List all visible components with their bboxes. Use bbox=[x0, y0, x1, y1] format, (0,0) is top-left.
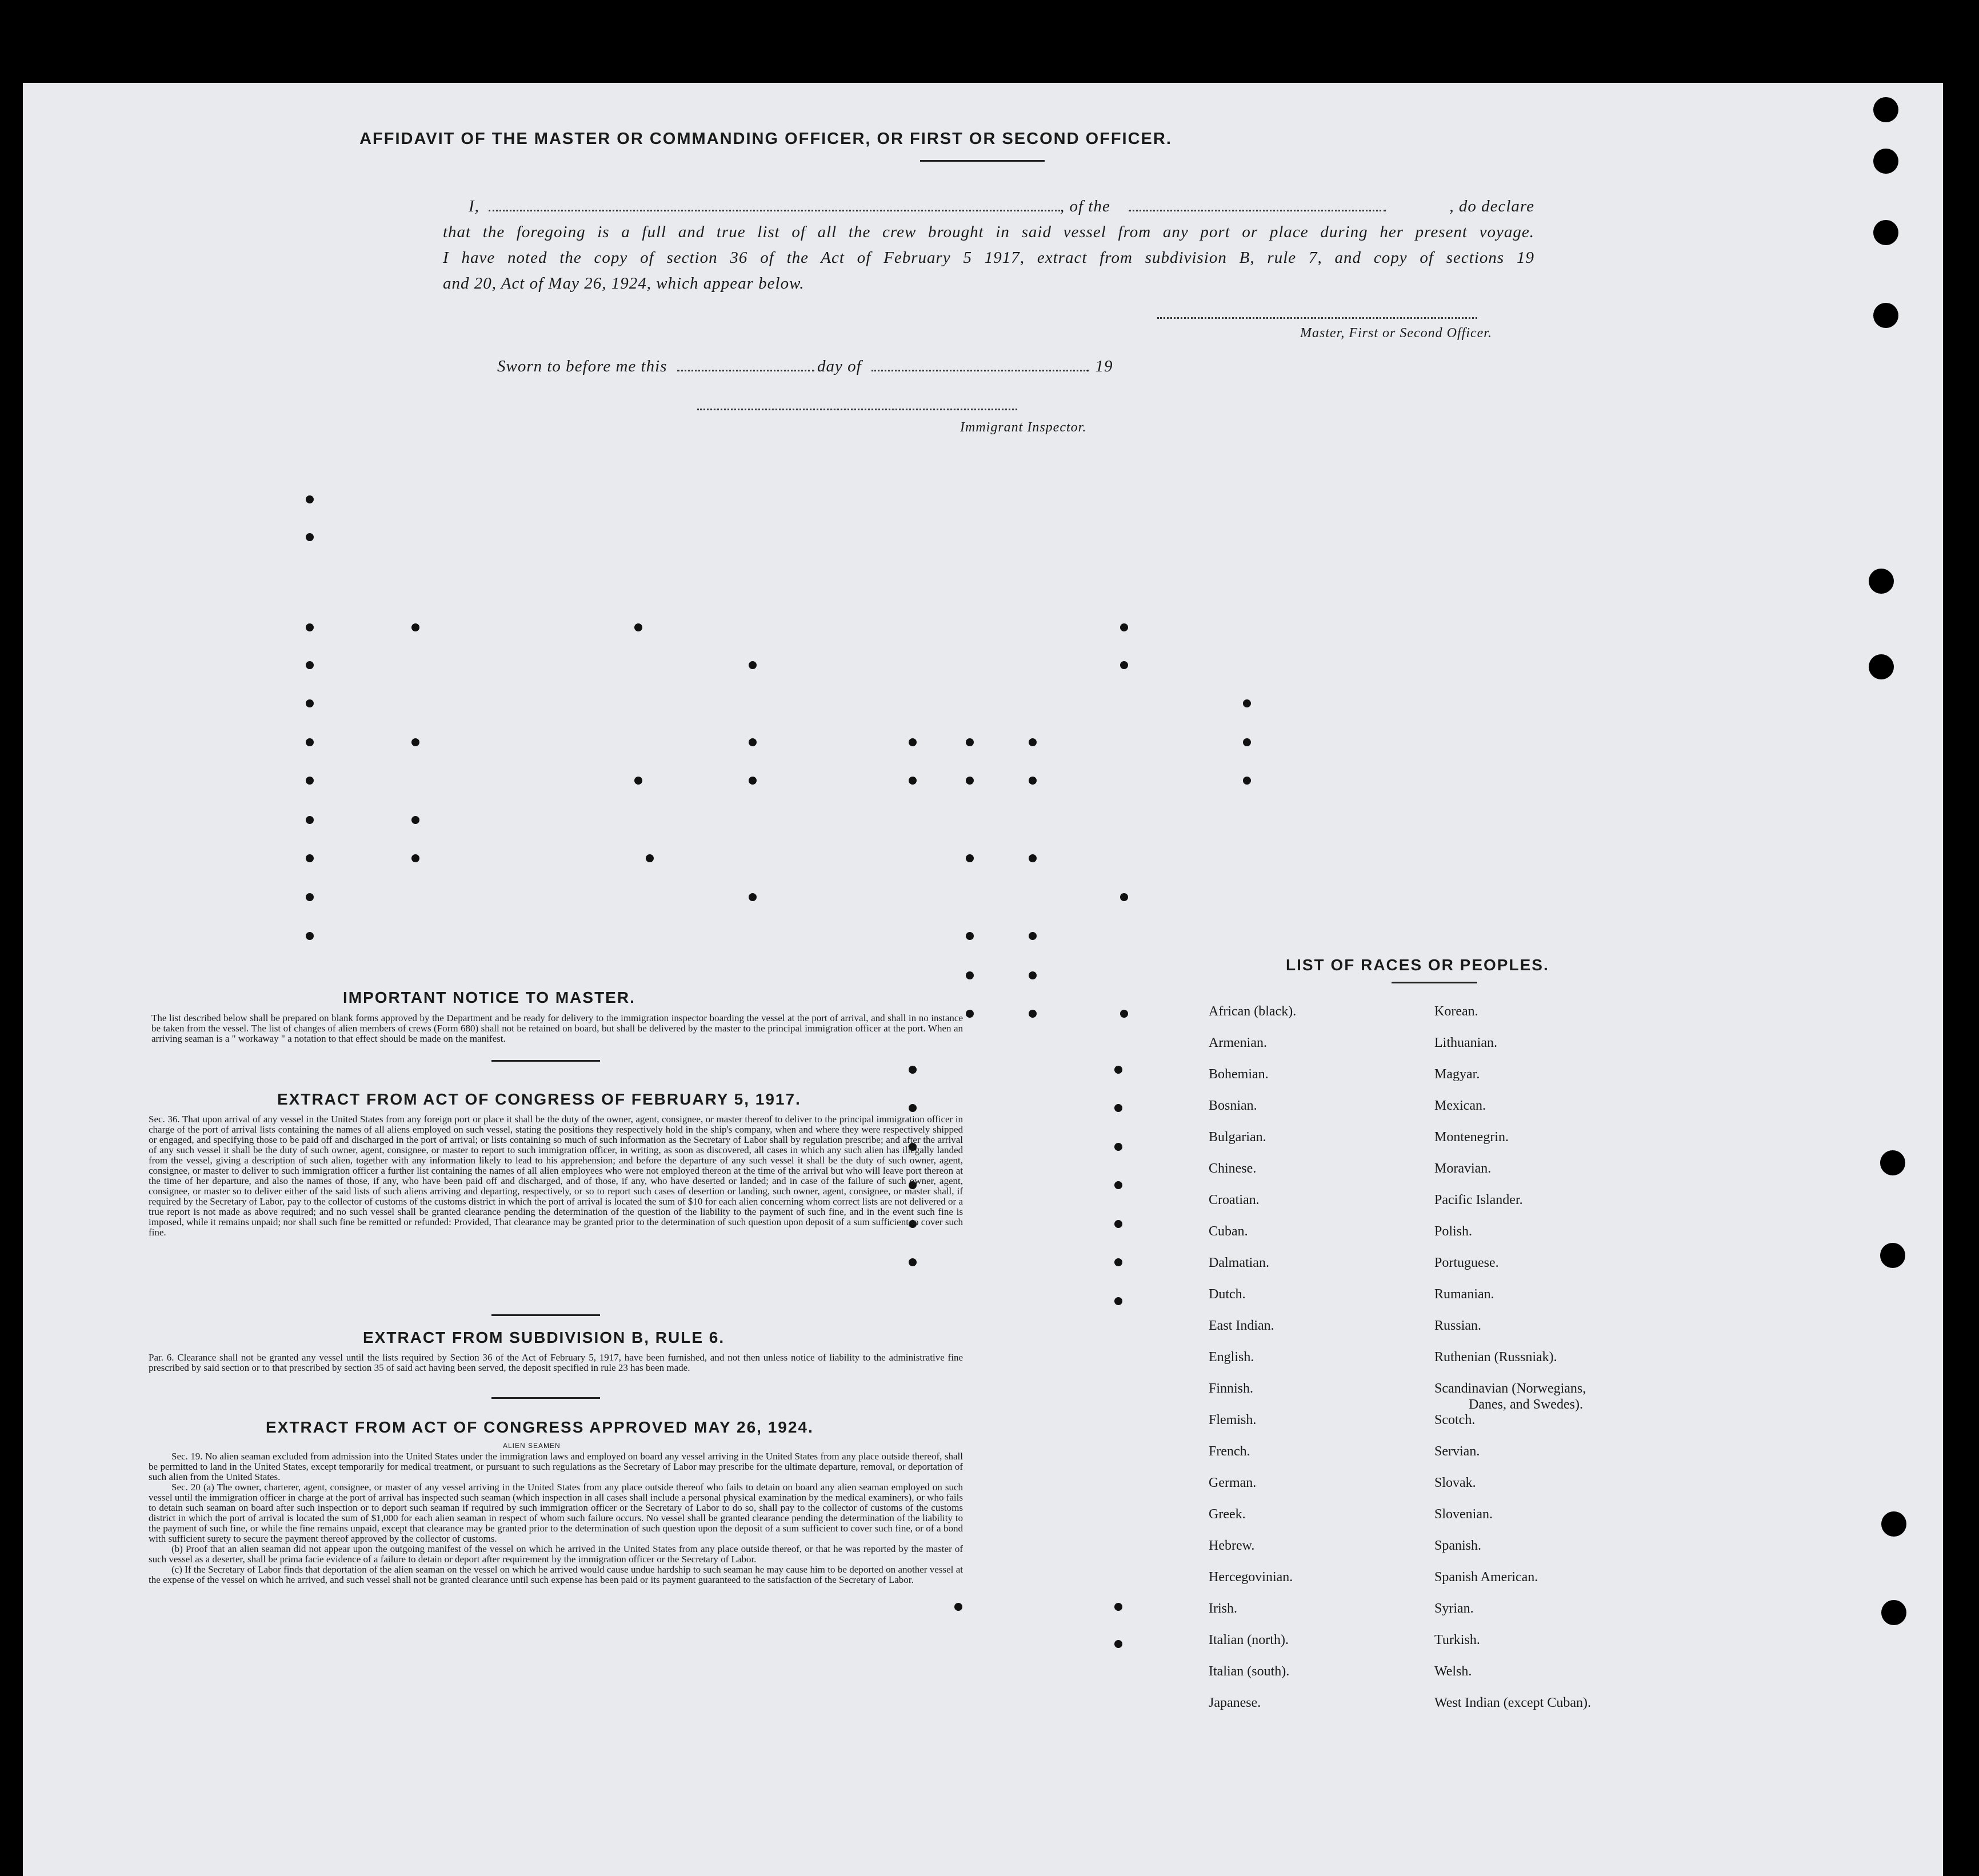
punch-hole bbox=[1869, 654, 1894, 679]
bleed-dot bbox=[1029, 777, 1037, 785]
race-right-item: Pacific Islander. bbox=[1434, 1193, 1523, 1207]
race-right-item: Spanish. bbox=[1434, 1538, 1482, 1553]
race-right-item: Scotch. bbox=[1434, 1413, 1476, 1427]
extract1924-subtitle: ALIEN SEAMEN bbox=[503, 1442, 561, 1450]
bleed-dot bbox=[646, 854, 654, 862]
bleed-dot bbox=[411, 816, 419, 824]
punch-hole bbox=[1881, 1600, 1906, 1625]
bleed-dot bbox=[1114, 1143, 1122, 1151]
bleed-dot bbox=[634, 623, 642, 631]
race-left-item: Flemish. bbox=[1209, 1413, 1257, 1427]
bleed-dot bbox=[411, 854, 419, 862]
bleed-dot bbox=[1029, 854, 1037, 862]
race-left-item: French. bbox=[1209, 1444, 1250, 1459]
bleed-dot bbox=[1243, 738, 1251, 746]
extract1917-title: EXTRACT FROM ACT OF CONGRESS OF FEBRUARY 5, 1917. bbox=[277, 1090, 801, 1108]
bleed-dot bbox=[1120, 893, 1128, 901]
race-left-item: German. bbox=[1209, 1475, 1257, 1490]
race-left-item: Dutch. bbox=[1209, 1287, 1246, 1302]
race-left-item: Hebrew. bbox=[1209, 1538, 1255, 1553]
notice-rule bbox=[491, 1060, 600, 1062]
punch-hole bbox=[1880, 1150, 1905, 1175]
bleed-dot bbox=[411, 738, 419, 746]
affidavit-line2: that the foregoing is a full and true list of all the crew brought in said vessel from any port or place during her present voyage. bbox=[443, 223, 1534, 241]
race-right-item: Mexican. bbox=[1434, 1098, 1486, 1113]
bleed-dot bbox=[306, 623, 314, 631]
race-left-item: African (black). bbox=[1209, 1004, 1297, 1019]
bleed-dot bbox=[1120, 661, 1128, 669]
bleed-dot bbox=[966, 777, 974, 785]
bleed-dot bbox=[306, 854, 314, 862]
subdivision-rule bbox=[491, 1397, 600, 1399]
race-left-item: Croatian. bbox=[1209, 1193, 1260, 1207]
race-right-item-continuation: Danes, and Swedes). bbox=[1469, 1397, 1583, 1412]
race-left-item: Chinese. bbox=[1209, 1161, 1257, 1176]
bleed-dot bbox=[1114, 1603, 1122, 1611]
race-right-item: Spanish American. bbox=[1434, 1570, 1538, 1585]
name-blank bbox=[489, 210, 1060, 211]
inspector-line bbox=[697, 409, 1017, 410]
race-left-item: East Indian. bbox=[1209, 1318, 1274, 1333]
bleed-dot bbox=[306, 932, 314, 940]
bleed-dot bbox=[306, 777, 314, 785]
punch-hole bbox=[1873, 220, 1898, 245]
bleed-dot bbox=[1114, 1181, 1122, 1189]
race-right-item: Montenegrin. bbox=[1434, 1130, 1509, 1145]
bleed-dot bbox=[1029, 738, 1037, 746]
bleed-dot bbox=[966, 738, 974, 746]
affidavit-line1-a: I, bbox=[469, 197, 479, 215]
bleed-dot bbox=[1029, 1010, 1037, 1018]
punch-hole bbox=[1869, 569, 1894, 594]
bleed-dot bbox=[1114, 1640, 1122, 1648]
affidavit-line3: I have noted the copy of section 36 of the Act of February 5 1917, extract from subdivision B, rule 7, and copy of sections 19 bbox=[443, 249, 1534, 267]
bleed-dot bbox=[1114, 1104, 1122, 1112]
race-left-item: Armenian. bbox=[1209, 1035, 1267, 1050]
bleed-dot bbox=[411, 623, 419, 631]
bleed-dot bbox=[1243, 777, 1251, 785]
bleed-dot bbox=[749, 777, 757, 785]
signature-line bbox=[1157, 317, 1477, 319]
sworn-text-c: . 19 bbox=[1086, 357, 1113, 375]
subdivision-title: EXTRACT FROM SUBDIVISION B, RULE 6. bbox=[363, 1329, 725, 1346]
month-blank bbox=[871, 370, 1089, 371]
bleed-dot bbox=[909, 777, 917, 785]
bleed-dot bbox=[749, 661, 757, 669]
affidavit-title: AFFIDAVIT OF THE MASTER OR COMMANDING OFFICER, OR FIRST OR SECOND OFFICER. bbox=[359, 130, 1172, 148]
sec19-text: Sec. 19. No alien seaman excluded from admission into the United States under the immigration laws and employed on board any vessel arriving in the United States from any place outside thereof, shall be permitted to land in the United States, except temporarily for medical treatment, or pursuant to such regulations as the Secretary of Labor may prescribe for the ultimate departure, removal, or deportation of such alien from the United States. bbox=[149, 1451, 963, 1482]
bleed-dot bbox=[1114, 1066, 1122, 1074]
bleed-dot bbox=[306, 495, 314, 503]
bleed-dot bbox=[1120, 623, 1128, 631]
race-left-item: Finnish. bbox=[1209, 1381, 1254, 1396]
race-left-item: Bohemian. bbox=[1209, 1067, 1269, 1082]
race-right-item: Lithuanian. bbox=[1434, 1035, 1497, 1050]
notice-text: The list described below shall be prepared on blank forms approved by the Department and be ready for delivery to the immigration inspector boarding the vessel at the port of arrival, and shall in no instance be taken from the vessel. The list of changes of alien members of crews (Form 680) shall not be retained on board, but shall be delivered by the master to the principal immigration officer at the port. When an arriving seaman is a " workaway " a notation to that effect should be made on the manifest. bbox=[151, 1013, 963, 1044]
race-left-item: Greek. bbox=[1209, 1507, 1246, 1522]
day-blank bbox=[677, 370, 814, 371]
bleed-dot bbox=[1114, 1297, 1122, 1305]
bleed-dot bbox=[634, 777, 642, 785]
bleed-dot bbox=[954, 1603, 962, 1611]
bleed-dot bbox=[1114, 1258, 1122, 1266]
title-underline bbox=[920, 160, 1045, 162]
bleed-dot bbox=[1029, 932, 1037, 940]
race-right-item: Korean. bbox=[1434, 1004, 1478, 1019]
sec20b-text: (b) Proof that an alien seaman did not appear upon the outgoing manifest of the vessel on which he arrived in the United States from any place outside thereof, or that he was reported by the master of such vessel as a deserter, shall be prima facie evidence of a failure to detain or deport after requirement by the immigration officer or the Secretary of Labor. bbox=[149, 1543, 963, 1565]
race-right-item: Slovenian. bbox=[1434, 1507, 1493, 1522]
subdivision-text: Par. 6. Clearance shall not be granted any vessel until the lists required by Section 36 of the Act of February 5, 1917, have been furnished, and not then unless notice of liability to the administrative fine prescribed by said section or to that prescribed by section 35 of said act having been served, the deposit specified in rule 23 has been made. bbox=[149, 1352, 963, 1373]
bleed-dot bbox=[306, 816, 314, 824]
bleed-dot bbox=[749, 738, 757, 746]
race-right-item: Slovak. bbox=[1434, 1475, 1476, 1490]
extract1924-body bbox=[149, 1451, 963, 1585]
race-left-item: Dalmatian. bbox=[1209, 1255, 1269, 1270]
bleed-dot bbox=[966, 932, 974, 940]
bleed-dot bbox=[966, 854, 974, 862]
sec20c-text: (c) If the Secretary of Labor finds that deportation of the alien seaman on the vessel on which he arrived would cause undue hardship to such seaman he may cause him to be deported on another vessel at the expense of the vessel on which he arrived, and such vessel shall not be granted clearance until such expense has been paid or its payment guaranteed to the satisfaction of the Secretary of Labor. bbox=[149, 1564, 963, 1585]
bleed-dot bbox=[306, 738, 314, 746]
extract1917-text: Sec. 36. That upon arrival of any vessel in the United States from any foreign port or place it shall be the duty of the owner, agent, consignee, or master thereof to deliver to the principal immigration officer in charge of the port of arrival lists containing the names of all aliens employed on such vessel, stating the positions they respectively hold in the ship's company, when and where they were respectively shipped or engaged, and specifying those to be paid off and discharged in the port of arrival; or lists containing so much of such information as the Secretary of Labor shall by regulation prescribe; and after the arrival of any such vessel it shall be the duty of such owner, agent, consignee, or master to report to such immigration officer, in writing, as soon as discovered, all cases in which any such alien has illegally landed from the vessel, giving a description of such alien, together with any information likely to lead to his apprehension; and before the departure of any such vessel it shall be the duty of such owner, agent, consignee, or master to deliver to such immigration officer a further list containing the names of all alien employees who were not employed thereon at the time of the arrival but who will leave port thereon at the time of her departure, and also the names of those, if any, who have been paid off and discharged, and of those, if any, who have deserted or landed; and in case of the failure of such owner, agent, consignee, or master so to deliver either of the said lists of such aliens arriving and departing, respectively, or so to report such cases of desertion or landing, such owner, agent, consignee, or master shall, if required by the Secretary of Labor, pay to the collector of customs of the customs district in which the port of arrival is located the sum of $10 for each alien concerning whom correct lists are not delivered or a true report is not made as above required; and no such vessel shall be granted clearance pending the determination of the question of the liability to the payment of such fine, and in the event such fine is imposed, while it remains unpaid; nor shall such fine be remitted or refunded: Provided, That clearance may be granted prior to the determination of such question upon deposit of a sum sufficient to cover such fine. bbox=[149, 1114, 963, 1238]
races-title: LIST OF RACES OR PEOPLES. bbox=[1286, 956, 1549, 974]
bleed-dot bbox=[909, 1066, 917, 1074]
race-left-item: Cuban. bbox=[1209, 1224, 1248, 1239]
bleed-dot bbox=[909, 1104, 917, 1112]
bleed-dot bbox=[966, 1010, 974, 1018]
race-right-item: Turkish. bbox=[1434, 1633, 1480, 1647]
race-left-item: Hercegovinian. bbox=[1209, 1570, 1293, 1585]
punch-hole bbox=[1873, 149, 1898, 174]
race-right-item: Magyar. bbox=[1434, 1067, 1480, 1082]
race-left-item: Irish. bbox=[1209, 1601, 1237, 1616]
race-right-item: Scandinavian (Norwegians, bbox=[1434, 1381, 1586, 1396]
race-left-item: Italian (south). bbox=[1209, 1664, 1290, 1679]
inspector-label: Immigrant Inspector. bbox=[960, 420, 1087, 435]
race-left-item: Italian (north). bbox=[1209, 1633, 1289, 1647]
affidavit-line4: and 20, Act of May 26, 1924, which appear below. bbox=[443, 274, 805, 293]
bleed-dot bbox=[1029, 971, 1037, 979]
sworn-text-b: day of bbox=[817, 357, 862, 375]
race-left-item: Bosnian. bbox=[1209, 1098, 1257, 1113]
race-right-item: Servian. bbox=[1434, 1444, 1480, 1459]
notice-title: IMPORTANT NOTICE TO MASTER. bbox=[343, 989, 635, 1006]
race-left-item: Bulgarian. bbox=[1209, 1130, 1266, 1145]
bleed-dot bbox=[749, 893, 757, 901]
race-right-item: Syrian. bbox=[1434, 1601, 1474, 1616]
race-right-item: Moravian. bbox=[1434, 1161, 1492, 1176]
race-right-item: Polish. bbox=[1434, 1224, 1473, 1239]
race-right-item: West Indian (except Cuban). bbox=[1434, 1695, 1591, 1710]
extract1924-title: EXTRACT FROM ACT OF CONGRESS APPROVED MAY 26, 1924. bbox=[266, 1418, 814, 1436]
race-right-item: Welsh. bbox=[1434, 1664, 1472, 1679]
sworn-text-a: Sworn to before me this bbox=[497, 357, 667, 375]
bleed-dot bbox=[909, 738, 917, 746]
bleed-dot bbox=[306, 533, 314, 541]
bleed-dot bbox=[1120, 1010, 1128, 1018]
affidavit-line1-c: , do declare bbox=[1449, 197, 1534, 215]
bleed-dot bbox=[306, 699, 314, 707]
bleed-dot bbox=[1243, 699, 1251, 707]
race-right-item: Russian. bbox=[1434, 1318, 1482, 1333]
bleed-dot bbox=[1114, 1220, 1122, 1228]
race-left-item: Japanese. bbox=[1209, 1695, 1261, 1710]
race-left-item: English. bbox=[1209, 1350, 1254, 1365]
bleed-dot bbox=[306, 893, 314, 901]
race-right-item: Ruthenian (Russniak). bbox=[1434, 1350, 1557, 1365]
race-right-item: Rumanian. bbox=[1434, 1287, 1494, 1302]
race-right-item: Portuguese. bbox=[1434, 1255, 1499, 1270]
affidavit-line1-b: , of the bbox=[1060, 197, 1110, 215]
vessel-blank bbox=[1129, 210, 1386, 211]
punch-hole bbox=[1873, 97, 1898, 122]
form-sheet bbox=[23, 83, 1943, 1876]
punch-hole bbox=[1880, 1243, 1905, 1268]
extract1917-rule bbox=[491, 1314, 600, 1316]
punch-hole bbox=[1881, 1511, 1906, 1537]
races-rule bbox=[1392, 982, 1477, 983]
bleed-dot bbox=[306, 661, 314, 669]
signature-label: Master, First or Second Officer. bbox=[1300, 326, 1492, 341]
bleed-dot bbox=[909, 1258, 917, 1266]
punch-hole bbox=[1873, 303, 1898, 328]
sec20a-text: Sec. 20 (a) The owner, charterer, agent, consignee, or master of any vessel arriving in the United States from any place outside thereof who fails to detain on board any alien seaman employed on such vessel until the immigration officer in charge at the port of arrival has inspected such seaman (which inspection in all cases shall include a personal physical examination by the medical examiners), or who fails to detain such seaman on board after such inspection or to deport such seaman if required by such immigration officer or the Secretary of Labor to do so, shall pay to the collector of customs of the customs district in which the port of arrival is located the sum of $1,000 for each alien seaman in respect of whom such failure occurs. No vessel shall be granted clearance pending the determination of the liability to the payment of such fine, or while the fine remains unpaid, except that clearance may be granted prior to the determination of such question upon the deposit of a sum sufficient to cover such fine, or of a bond with sufficient surety to secure the payment thereof approved by the collector of customs. bbox=[149, 1482, 963, 1544]
bleed-dot bbox=[966, 971, 974, 979]
